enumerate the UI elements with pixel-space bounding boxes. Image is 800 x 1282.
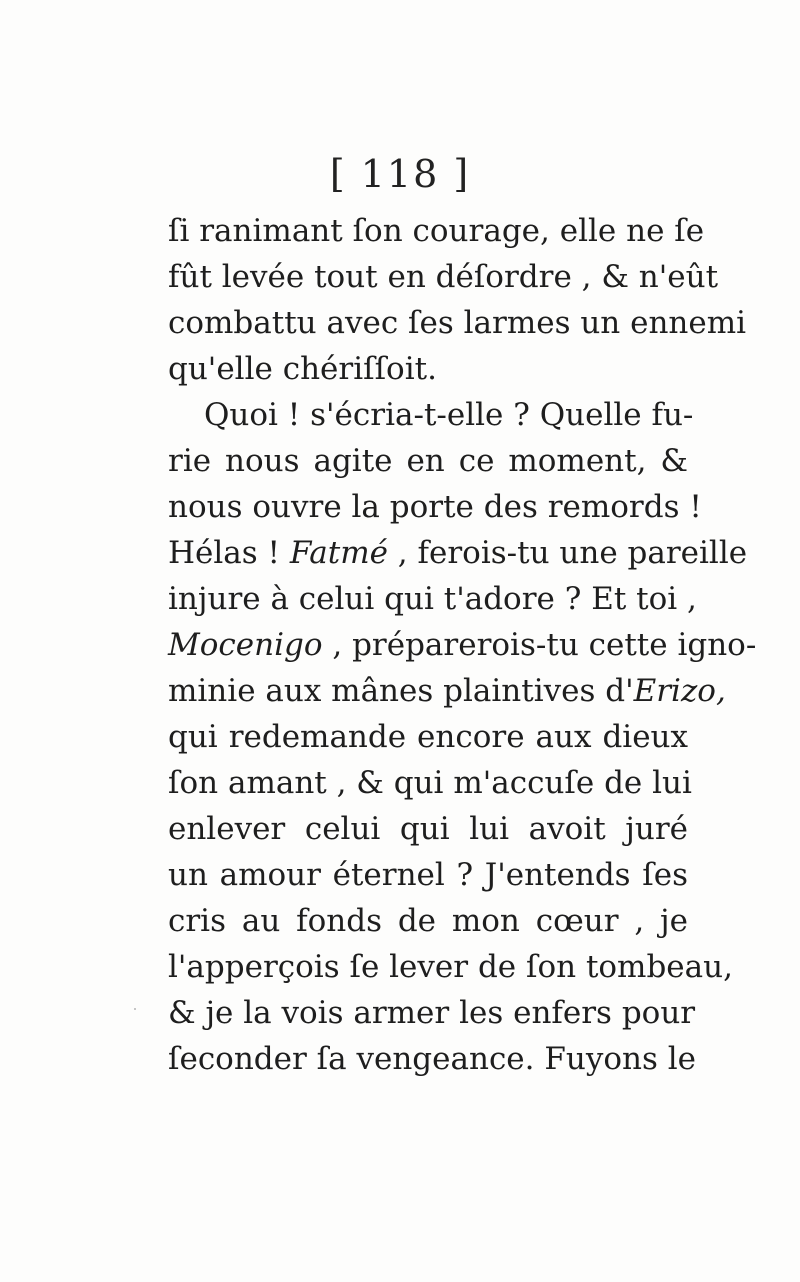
text-line [168, 668, 726, 714]
text-segment: combattu avec ſes larmes un ennemi [168, 305, 747, 341]
text-segment: rie nous agite en ce moment, & [168, 443, 688, 479]
text-segment: cris au fonds de mon cœur , je [168, 903, 688, 939]
italic-name: Mocenigo [168, 627, 323, 663]
page-number: [ 118 ] [329, 152, 471, 196]
text-segment: & je la vois armer les enfers pour [168, 995, 696, 1031]
text-segment: enlever celui qui lui avoit juré [168, 811, 688, 847]
text-line [168, 806, 688, 852]
text-segment: un amour éternel ? J'entends ſes [168, 857, 688, 893]
text-segment: l'apperçois ſe lever de ſon tombeau, [168, 949, 733, 985]
text-line [168, 944, 733, 990]
text-segment: ſeconder ſa vengeance. Fuyons le [168, 1041, 696, 1077]
text-segment: Quoi ! s'écria-t-elle ? Quelle fu- [204, 397, 694, 433]
text-line [168, 530, 748, 576]
text-line [204, 392, 694, 438]
text-segment: Hélas ! [168, 535, 290, 571]
italic-name: Fatmé [289, 535, 388, 571]
text-segment: ſi ranimant ſon courage, elle ne ſe [168, 213, 705, 249]
text-line [168, 714, 688, 760]
text-line [168, 622, 757, 668]
text-segment: , préparerois-tu cette igno- [322, 627, 757, 663]
text-line [168, 346, 688, 392]
text-segment: ſon amant , & qui m'accuſe de lui [168, 765, 692, 801]
text-line [168, 484, 702, 530]
text-segment: qui redemande encore aux dieux [168, 719, 688, 755]
text-line [168, 852, 688, 898]
text-line [168, 208, 705, 254]
text-line [168, 254, 719, 300]
text-line [168, 576, 697, 622]
text-line [168, 760, 692, 806]
text-line [168, 1036, 696, 1082]
paper-speck [134, 1008, 136, 1010]
text-line [168, 300, 747, 346]
text-segment: , ferois-tu une pareille [387, 535, 748, 571]
text-segment: qu'elle chériſſoit. [168, 351, 437, 387]
text-line [168, 898, 688, 944]
text-segment: nous ouvre la porte des remords ! [168, 489, 702, 525]
text-line [168, 438, 688, 484]
text-segment: minie aux mânes plaintives d' [168, 673, 634, 709]
italic-name: Erizo, [633, 673, 726, 709]
text-segment: fût levée tout en déſordre , & n'eût [168, 259, 719, 295]
text-line [168, 990, 696, 1036]
text-segment: injure à celui qui t'adore ? Et toi , [168, 581, 697, 617]
